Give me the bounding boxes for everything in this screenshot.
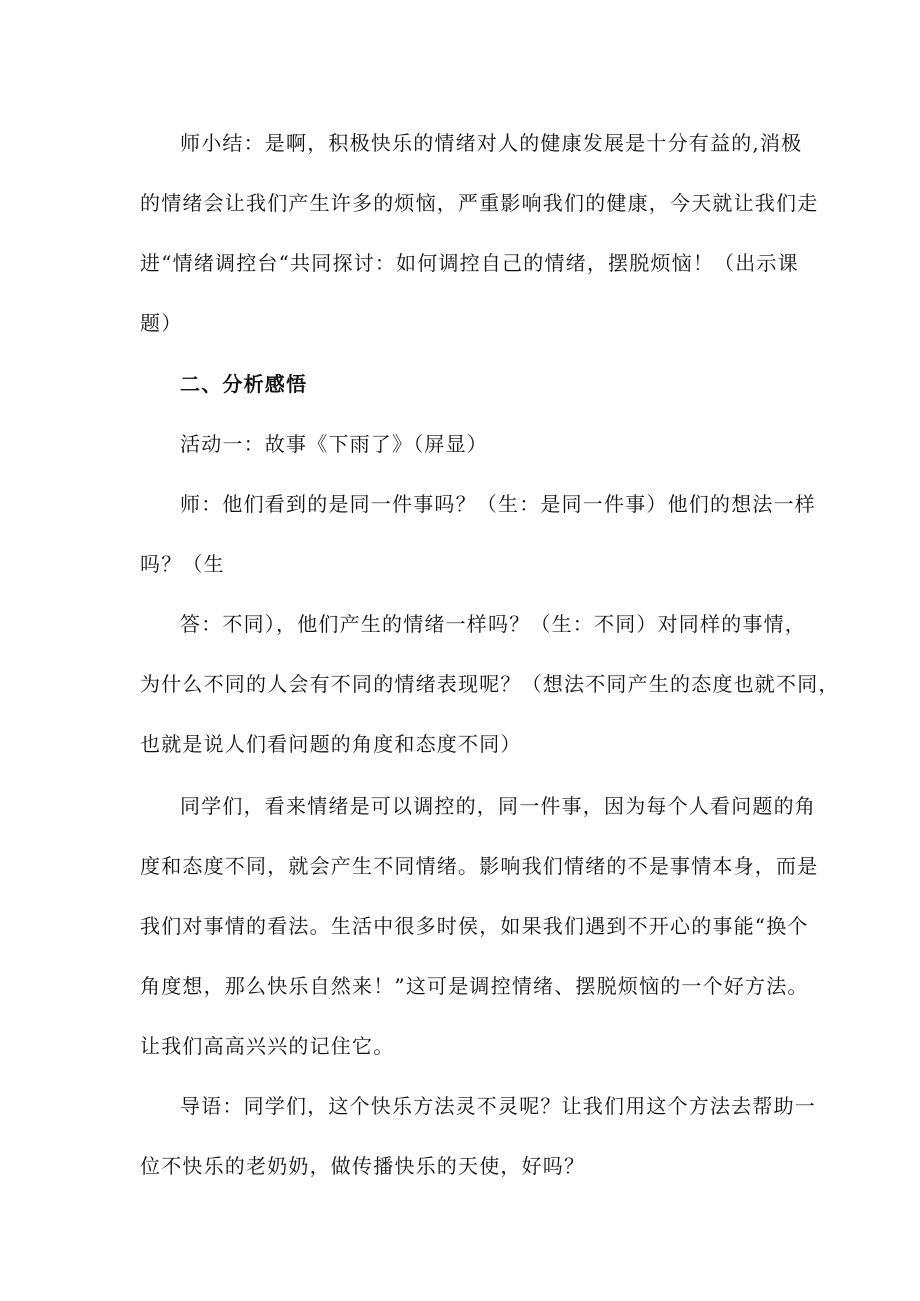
section-heading: 二、分析感悟 [180,372,308,396]
paragraph-line: 的情绪会让我们产生许多的烦恼，严重影响我们的健康，今天就让我们走 [140,191,819,215]
student-answer-paragraph [140,594,840,774]
paragraph-line: 度和态度不同，就会产生不同情绪。影响我们情绪的不是事情本身，而是 [140,854,819,878]
activity-title-block [140,414,790,474]
paragraph-line: 师小结：是啊，积极快乐的情绪对人的健康发展是十分有益的,消极 [180,131,803,155]
guide-paragraph [140,1076,816,1196]
paragraph-line: 答：不同），他们产生的情绪一样吗？（生：不同）对同样的事情， [180,612,806,636]
teacher-summary-paragraph [140,113,819,353]
activity-title: 活动一：故事《下雨了》（屏显） [180,432,488,456]
paragraph-line: 也就是说人们看问题的角度和态度不同） [140,732,522,756]
paragraph-line: 导语：同学们，这个快乐方法灵不灵呢？让我们用这个方法去帮助一 [180,1094,816,1118]
paragraph-line: 师：他们看到的是同一件事吗？（生：是同一件事）他们的想法一样 [180,492,816,516]
teacher-question-paragraph [140,474,816,594]
conclusion-paragraph [140,776,819,1076]
paragraph-line: 为什么不同的人会有不同的情绪表现呢？（想法不同产生的态度也就不同， [140,672,840,696]
paragraph-line: 让我们高高兴兴的记住它。 [140,1034,395,1058]
paragraph-line: 同学们，看来情绪是可以调控的，同一件事，因为每个人看问题的角 [180,794,816,818]
paragraph-line: 吗？（生 [140,552,225,576]
paragraph-line: 位不快乐的老奶奶，做传播快乐的天使，好吗？ [140,1154,586,1178]
paragraph-line: 我们对事情的看法。生活中很多时侯，如果我们遇到不开心的事能“换个 [140,914,809,938]
paragraph-line: 题） [140,311,183,335]
paragraph-line: 进“情绪调控台“共同探讨：如何调控自己的情绪，摆脱烦恼！（出示课 [140,251,799,275]
section-heading-block [140,354,790,414]
paragraph-line: 角度想，那么快乐自然来！”这可是调控情绪、摆脱烦恼的一个好方法。 [140,974,809,998]
